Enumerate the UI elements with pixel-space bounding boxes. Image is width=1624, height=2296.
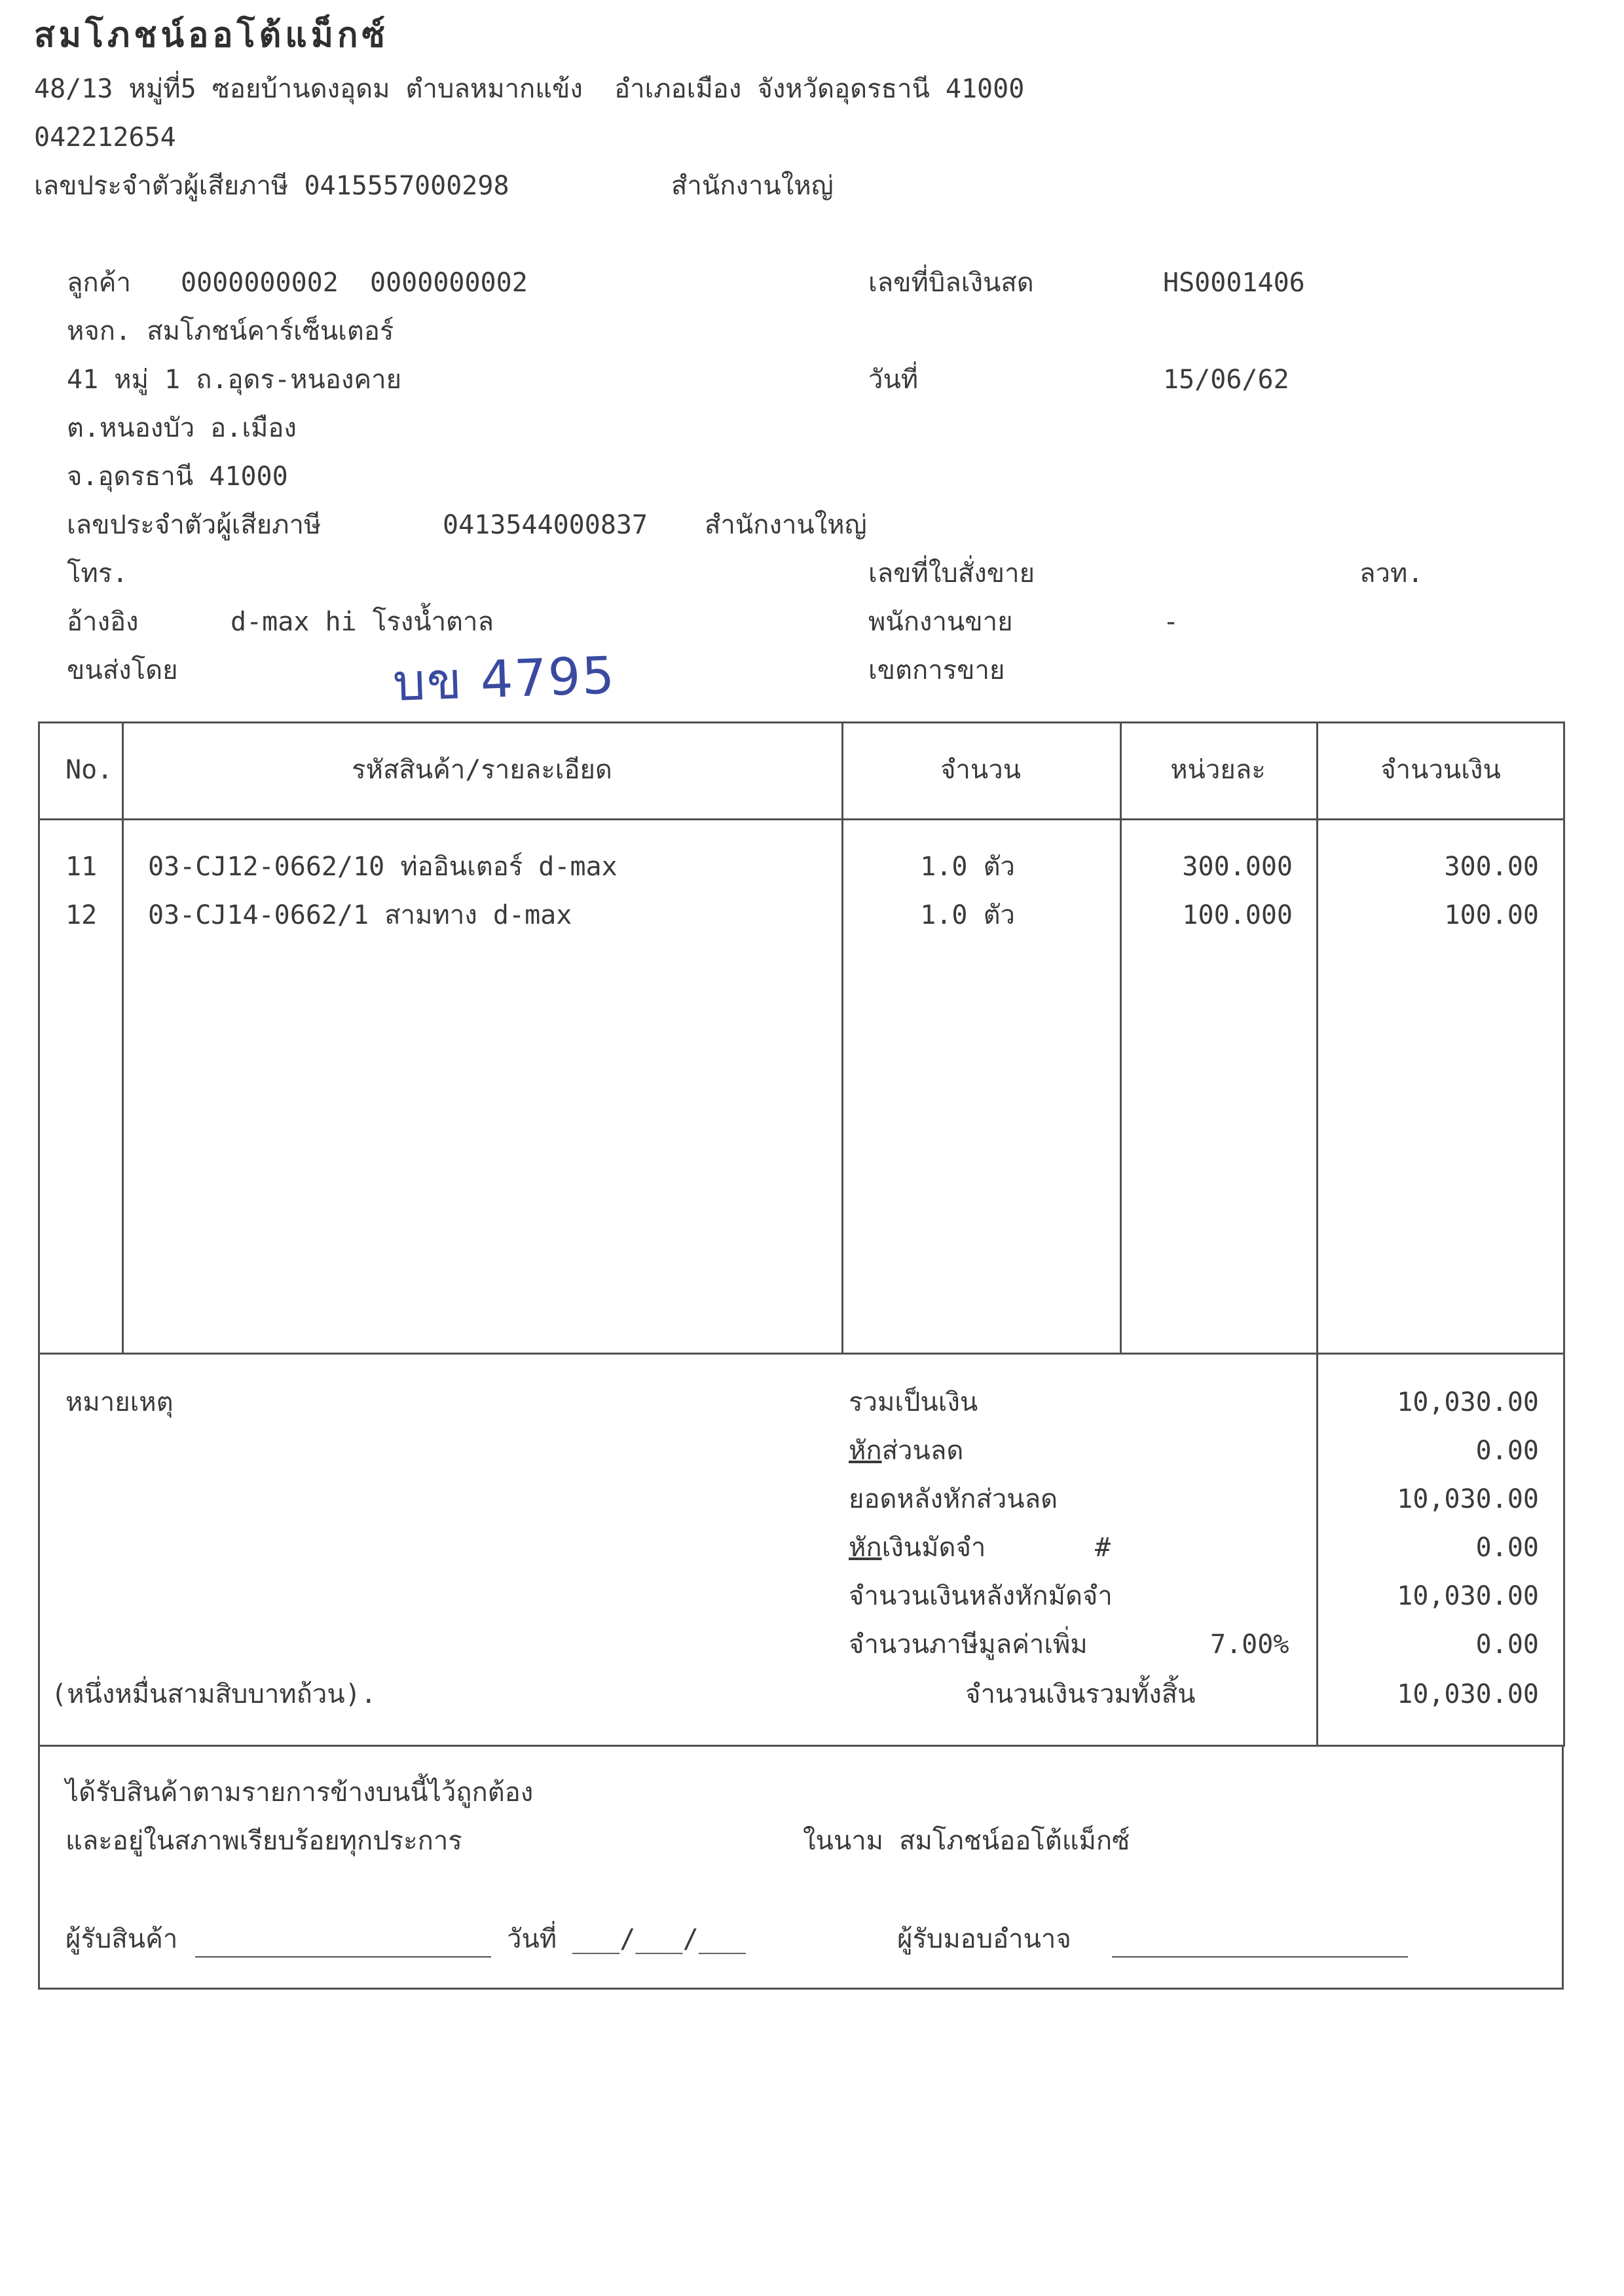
received-statement-line2: และอยู่ในสภาพเรียบร้อยทุกประการ	[65, 1826, 462, 1856]
company-tax-id: เลขประจำตัวผู้เสียภาษี 0415557000298	[34, 171, 509, 201]
customer-tax-label: เลขประจำตัวผู้เสียภาษี	[67, 510, 322, 540]
remark-label: หมายเหตุ	[65, 1387, 174, 1417]
receive-date-blank: ___/___/___	[572, 1924, 746, 1954]
company-branch: สำนักงานใหญ่	[671, 171, 834, 201]
order-no-label: เลขที่ใบสั่งขาย	[868, 558, 1035, 589]
discount-label-deduct: หัก	[849, 1436, 882, 1466]
row-amount: 100.00	[1444, 900, 1539, 930]
amount-in-words: (หนึ่งหมื่นสามสิบบาทถ้วน).	[51, 1679, 377, 1709]
col-divider-qty	[1120, 721, 1122, 1355]
row-quantity: 1.0 ตัว	[920, 900, 1015, 930]
authorized-label: ผู้รับมอบอำนาจ	[897, 1924, 1071, 1954]
customer-label: ลูกค้า	[67, 268, 131, 298]
col-divider-desc	[841, 721, 843, 1355]
customer-address-3: จ.อุดรธานี 41000	[67, 462, 288, 492]
customer-address-1: 41 หมู่ 1 ถ.อุดร-หนองคาย	[67, 365, 402, 395]
row-no: 12	[65, 900, 98, 930]
customer-address-2: ต.หนองบัว อ.เมือง	[67, 413, 297, 443]
reference-value: d-max hi โรงน้ำตาล	[231, 607, 494, 637]
header-no: No.	[65, 755, 113, 785]
sales-area-label: เขตการขาย	[868, 655, 1005, 685]
after-discount-value: 10,030.00	[1397, 1484, 1539, 1514]
salesperson: -	[1163, 607, 1179, 637]
deposit-label	[849, 1532, 986, 1563]
reference-label: อ้างอิง	[67, 607, 139, 637]
header-amount: จำนวนเงิน	[1380, 755, 1501, 785]
row-unit-price: 300.000	[1182, 852, 1293, 882]
receiver-signature-line	[195, 1956, 491, 1958]
invoice-date: 15/06/62	[1163, 365, 1289, 395]
company-address: 48/13 หมู่ที่5 ซอยบ้านดงอุดม ตำบลหมากแข้ง อำเภอเมือง จังหวัดอุดรธานี 41000	[34, 74, 1025, 104]
discount-value: 0.00	[1475, 1436, 1539, 1466]
after-deposit-label: จำนวนเงินหลังหักมัดจำ	[849, 1581, 1113, 1611]
authorized-signature-line	[1112, 1956, 1408, 1958]
receiver-label: ผู้รับสินค้า	[65, 1924, 178, 1954]
company-name: สมโภชน์ออโต้แม็กซ์	[34, 15, 389, 55]
customer-name: หจก. สมโภชน์คาร์เซ็นเตอร์	[67, 316, 394, 346]
bill-no: HS0001406	[1163, 268, 1305, 298]
deposit-hash: #	[1095, 1533, 1111, 1563]
row-quantity: 1.0 ตัว	[920, 852, 1015, 882]
subtotal-value: 10,030.00	[1397, 1387, 1539, 1417]
order-no: ลวท.	[1359, 558, 1424, 589]
row-description: 03-CJ12-0662/10 ท่ออินเตอร์ d-max	[148, 852, 618, 882]
vat-label: จำนวนภาษีมูลค่าเพิ่ม	[849, 1630, 1088, 1660]
grand-total-value: 10,030.00	[1397, 1679, 1539, 1709]
after-discount-label: ยอดหลังหักส่วนลด	[849, 1484, 1058, 1514]
row-unit-price: 100.000	[1182, 900, 1293, 930]
items-table	[38, 721, 1565, 1355]
customer-phone-label: โทร.	[67, 558, 128, 589]
customer-codes: 0000000002 0000000002	[181, 268, 528, 298]
shipping-handwritten-note: บข 4795	[392, 646, 617, 713]
date-label: วันที่	[868, 365, 919, 395]
vat-value: 0.00	[1475, 1630, 1539, 1660]
subtotal-label: รวมเป็นเงิน	[849, 1387, 978, 1417]
customer-tax-id: 0413544000837	[443, 510, 648, 540]
shipping-label: ขนส่งโดย	[67, 655, 178, 685]
row-amount: 300.00	[1444, 852, 1539, 882]
col-divider-no	[122, 721, 124, 1355]
after-deposit-value: 10,030.00	[1397, 1581, 1539, 1611]
row-no: 11	[65, 852, 98, 882]
discount-label-rest: ส่วนลด	[881, 1436, 964, 1466]
deposit-label-deduct: หัก	[849, 1533, 882, 1563]
salesperson-label: พนักงานขาย	[868, 607, 1013, 637]
company-phone: 042212654	[34, 122, 176, 153]
received-statement-line1: ได้รับสินค้าตามรายการข้างบนนี้ไว้ถูกต้อง	[65, 1777, 534, 1808]
discount-label	[849, 1435, 963, 1467]
bill-no-label: เลขที่บิลเงินสด	[868, 268, 1034, 298]
vat-rate: 7.00%	[1210, 1630, 1289, 1660]
customer-branch: สำนักงานใหญ่	[705, 510, 867, 540]
header-unit-price: หน่วยละ	[1170, 755, 1266, 785]
row-description: 03-CJ14-0662/1 สามทาง d-max	[148, 900, 572, 930]
grand-total-label: จำนวนเงินรวมทั้งสิ้น	[965, 1679, 1196, 1709]
receive-date-label: วันที่	[507, 1924, 557, 1954]
on-behalf-of: ในนาม สมโภชน์ออโต้แม็กซ์	[803, 1826, 1130, 1856]
col-divider-unit	[1316, 721, 1318, 1355]
table-header-divider	[38, 818, 1565, 820]
deposit-label-rest: เงินมัดจำ	[881, 1533, 986, 1563]
deposit-value: 0.00	[1475, 1533, 1539, 1563]
header-quantity: จำนวน	[940, 755, 1022, 785]
header-description: รหัสสินค้า/รายละเอียด	[352, 755, 612, 785]
